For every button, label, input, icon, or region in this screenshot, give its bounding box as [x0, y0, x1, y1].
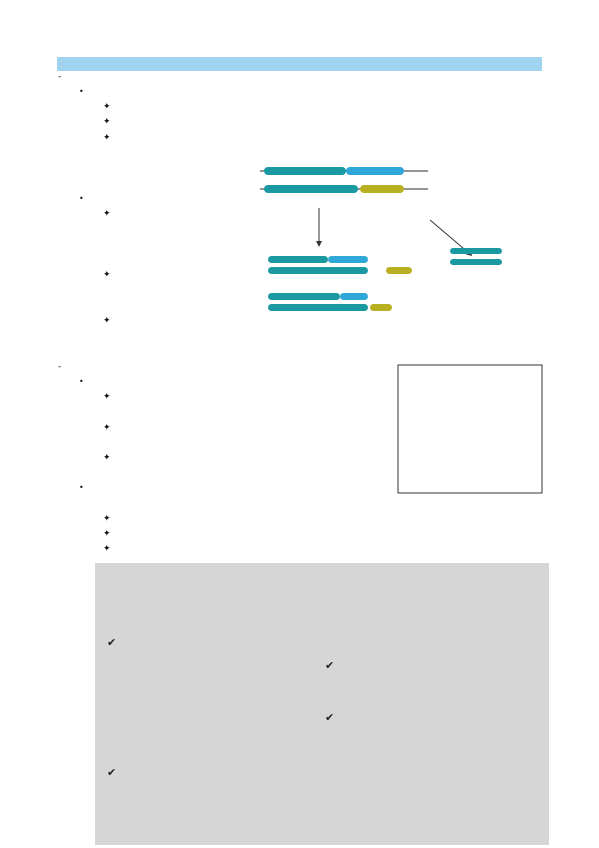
global-opt1-x-b — [328, 256, 368, 263]
star-marker: ✦ — [103, 270, 111, 280]
global-opt2-y-a — [268, 304, 368, 311]
global-opt2-x-b — [340, 293, 368, 300]
star-marker: ✦ — [103, 544, 111, 554]
global-opt2-y-c — [370, 304, 392, 311]
global-opt1-y-c — [386, 267, 412, 274]
bullet-marker: • — [79, 87, 84, 96]
checkmark-icon: ✔ — [325, 711, 335, 724]
star-marker: ✦ — [103, 453, 111, 463]
title-highlight — [57, 57, 542, 71]
star-marker: ✦ — [103, 316, 111, 326]
checkmark-icon: ✔ — [325, 659, 335, 672]
domain-a-bar — [264, 167, 346, 175]
checkmark-icon: ✔ — [107, 636, 117, 649]
dot-plot — [384, 354, 546, 496]
star-marker: ✦ — [103, 117, 111, 127]
dash-marker: - — [58, 362, 62, 372]
star-marker: ✦ — [103, 514, 111, 524]
star-marker: ✦ — [103, 423, 111, 433]
local-x-bar — [450, 248, 502, 254]
global-opt1-x-a — [268, 256, 328, 263]
domain-b-bar — [346, 167, 404, 175]
dot-plot-frame — [398, 365, 542, 493]
bullet-marker: • — [79, 377, 84, 386]
alignment-diagram — [248, 150, 548, 350]
checkmark-icon: ✔ — [107, 766, 117, 779]
bullet-marker: • — [79, 483, 84, 492]
star-marker: ✦ — [103, 133, 111, 143]
star-marker: ✦ — [103, 529, 111, 539]
domain-a2-bar — [264, 185, 358, 193]
local-y-bar — [450, 259, 502, 265]
window-size-box — [95, 563, 549, 845]
star-marker: ✦ — [103, 102, 111, 112]
global-opt2-x-a — [268, 293, 340, 300]
bullet-marker: • — [79, 194, 84, 203]
global-opt1-y-a — [268, 267, 368, 274]
star-marker: ✦ — [103, 392, 111, 402]
star-marker: ✦ — [103, 209, 111, 219]
dash-marker: - — [58, 72, 62, 82]
domain-c-bar — [360, 185, 404, 193]
